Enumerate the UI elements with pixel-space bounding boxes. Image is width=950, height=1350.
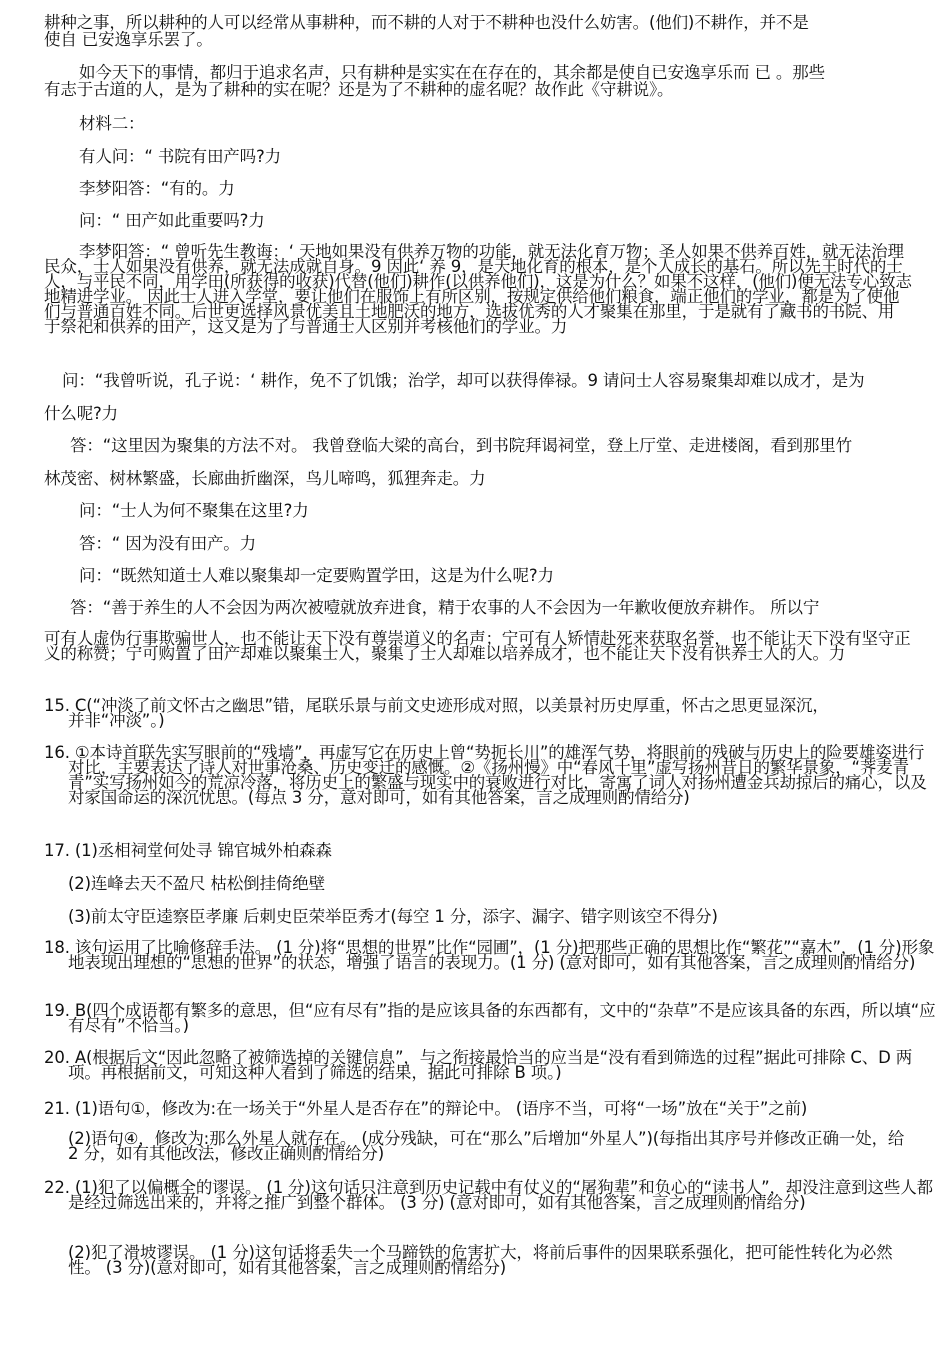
answer-20: 20. A(根据后文“因此忽略了被筛选掉的关键信息”，与之衔接最恰当的应当是“没有看到筛选的过程”据此可排除 C、D 两项。再根据前文，可知这种人看到了筛选的结果，据此可排除 B 项。) bbox=[44, 1048, 913, 1082]
answer-17-item-3: (3)前太守臣逵察臣孝廉 后刺史臣荣举臣秀才(每空 1 分，添字、漏字、错字则该空不得分) bbox=[68, 907, 718, 926]
material2-question-4: 问：“士人为何不聚集在这里?力 bbox=[79, 501, 309, 520]
answer-16: 16. ①本诗首联先实写眼前的“残墙”，再虚写它在历史上曾“势扼长川”的雄浑气势，将眼前的残破与历史上的险要雄姿进行对比，主要表达了诗人对世事沧桑、历史变迁的感慨。②《扬州慢》中“春风十里”虚写扬州昔日的繁华景象，“荠麦青青”实写扬州如今的荒凉冷落，将历史上的繁盛与现实中的衰败进行对比，寄寓了词人对扬州遭金兵劫掠后的痛心，以及对家国命运的深沉忧思。(每点 3 分，意对即可，如有其他答案，言之成理则酌情给分) bbox=[44, 743, 927, 807]
answer-17-item-1: 17. (1)丞相祠堂何处寻 锦官城外柏森森 bbox=[44, 841, 332, 860]
answer-21-item-2: (2)语句④，修改为:那么外星人就存在。 (成分残缺，可在“那么”后增加“外星人”)(每指出其序号并修改正确一处，给 2 分，如有其他改法，修改正确则酌情给分) bbox=[68, 1129, 905, 1163]
material1-line-3: 如今天下的事情，都归于追求名声，只有耕种是实实在在存在的，其余都是使自已安逸享乐而 已 。那些 bbox=[79, 63, 825, 82]
material2-answer-4: 答：“ 因为没有田产。力 bbox=[79, 534, 256, 553]
answer-17-item-2: (2)连峰去天不盈尺 枯松倒挂倚绝壁 bbox=[68, 874, 325, 893]
material2-answer-5-line-1: 答：“善于养生的人不会因为两次被噎就放弃进食，精于农事的人不会因为一年歉收便放弃耕作。 所以宁 bbox=[70, 598, 820, 617]
answer-21-item-1: 21. (1)语句①，修改为:在一场关于“外星人是否存在”的辩论中。 (语序不当，可将“一场”放在“关于”之前) bbox=[44, 1099, 808, 1118]
answer-22-item-2: (2)犯了滑坡谬误。 (1 分)这句话将丢失一个马蹄铁的危害扩大，将前后事件的因果联系强化，把可能性转化为必然性。 (3 分)(意对即可，如有其他答案，言之成理则酌情给分) bbox=[68, 1243, 893, 1277]
material1-line-2: 使自 已安逸享乐罢了。 bbox=[44, 30, 213, 49]
answer-22-item-1: 22. (1)犯了以偏概全的谬误。 (1 分)这句话只注意到历史记载中有仗义的“屠狗辈”和负心的“读书人”，却没注意到这些人都是经过筛选出来的，并将之推广到整个群体。 (3 分) (意对即可，如有其他答案，言之成理则酌情给分) bbox=[44, 1178, 933, 1212]
material2-question-3-line-1: 问：“我曾听说，孔子说：‘ 耕作，免不了饥饿；治学，却可以获得俸禄。9 请问士人容易聚集却难以成才，是为 bbox=[62, 371, 865, 390]
material2-answer-2: 李梦阳答：“ 曾听先生教诲：‘ 天地如果没有供养万物的功能，就无法化育万物；圣人如果不供养百姓，就无法治理民众，士人如果没有供养，就无法成就自身。9 因此‘ 养 9，是天地化育的根本，是个人成长的基石。所以先王时代的士人，与平民不同，用学田(所获得的收获)代替(他们)耕作(以供养他们)，这是为什么？如果不这样，(他们)便无法专心致志地精进学业。 因此士人进入学堂，要让他们在服饰上有所区别，按规定供给他们粮食，端正他们的学业，都是为了使他们与普通百姓不同。后世更选择风景优美且土地肥沃的地方，选拔优秀的人才聚集在那里，于是就有了藏书的书院、用 于祭祀和供养的田产，这又是为了与普通士人区别并考核他们的学业。力 bbox=[44, 242, 912, 336]
material2-question-5: 问：“既然知道士人难以聚集却一定要购置学田，这是为什么呢?力 bbox=[79, 566, 554, 585]
material2-question-3-line-2: 什么呢?力 bbox=[44, 404, 119, 423]
material2-answer-3-line-2: 林茂密、树林繁盛，长廊曲折幽深，鸟儿啼鸣，狐狸奔走。力 bbox=[44, 469, 486, 488]
material2-answer-1: 李梦阳答：“有的。力 bbox=[79, 179, 235, 198]
material1-line-4: 有志于古道的人，是为了耕种的实在呢？还是为了不耕种的虚名呢？故作此《守耕说》。 bbox=[44, 80, 674, 99]
material1-line-1: 耕种之事，所以耕种的人可以经常从事耕种，而不耕的人对于不耕种也没什么妨害。(他们)不耕作，并不是 bbox=[44, 13, 809, 32]
material2-question-1: 有人问：“ 书院有田产吗?力 bbox=[79, 147, 281, 166]
material2-answer-3-line-1: 答：“这里因为聚集的方法不对。 我曾登临大梁的高台，到书院拜谒祠堂，登上厅堂、走进楼阁，看到那里竹 bbox=[70, 436, 852, 455]
answer-15-line-1: 15. C(“冲淡了前文怀古之幽思”错，尾联乐景与前文史迹形成对照，以美景衬历史厚重，怀古之思更显深沉， bbox=[44, 696, 829, 715]
material2-answer-5-rest: 可有人虚伪行事欺骗世人，也不能让天下没有尊崇道义的名声；宁可有人矫情赴死来获取名誉，也不能让天下没有坚守正义的称赞；宁可购置了田产却难以聚集士人，聚集了士人却难以培养成才，也不能让天下没有供养士人的人。力 bbox=[44, 629, 911, 663]
answer-15-line-2: 并非“冲淡”。) bbox=[68, 711, 165, 730]
answer-19: 19. B(四个成语都有繁多的意思，但“应有尽有”指的是应该具备的东西都有，文中的“杂草”不是应该具备的东西，所以填“应有尽有”不恰当。) bbox=[44, 1001, 936, 1035]
material2-question-2: 问：“ 田产如此重要吗?力 bbox=[79, 211, 265, 230]
answer-18: 18. 该句运用了比喻修辞手法。 (1 分)将“思想的世界”比作“园圃”，(1 分)把那些正确的思想比作“繁花”“嘉木”，(1 分)形象地表现出理想的“思想的世界”的状态，增强了语言的表现力。(1 分) (意对即可，如有其他答案，言之成理则酌情给分) bbox=[44, 938, 935, 972]
material2-heading: 材料二： bbox=[79, 114, 145, 133]
